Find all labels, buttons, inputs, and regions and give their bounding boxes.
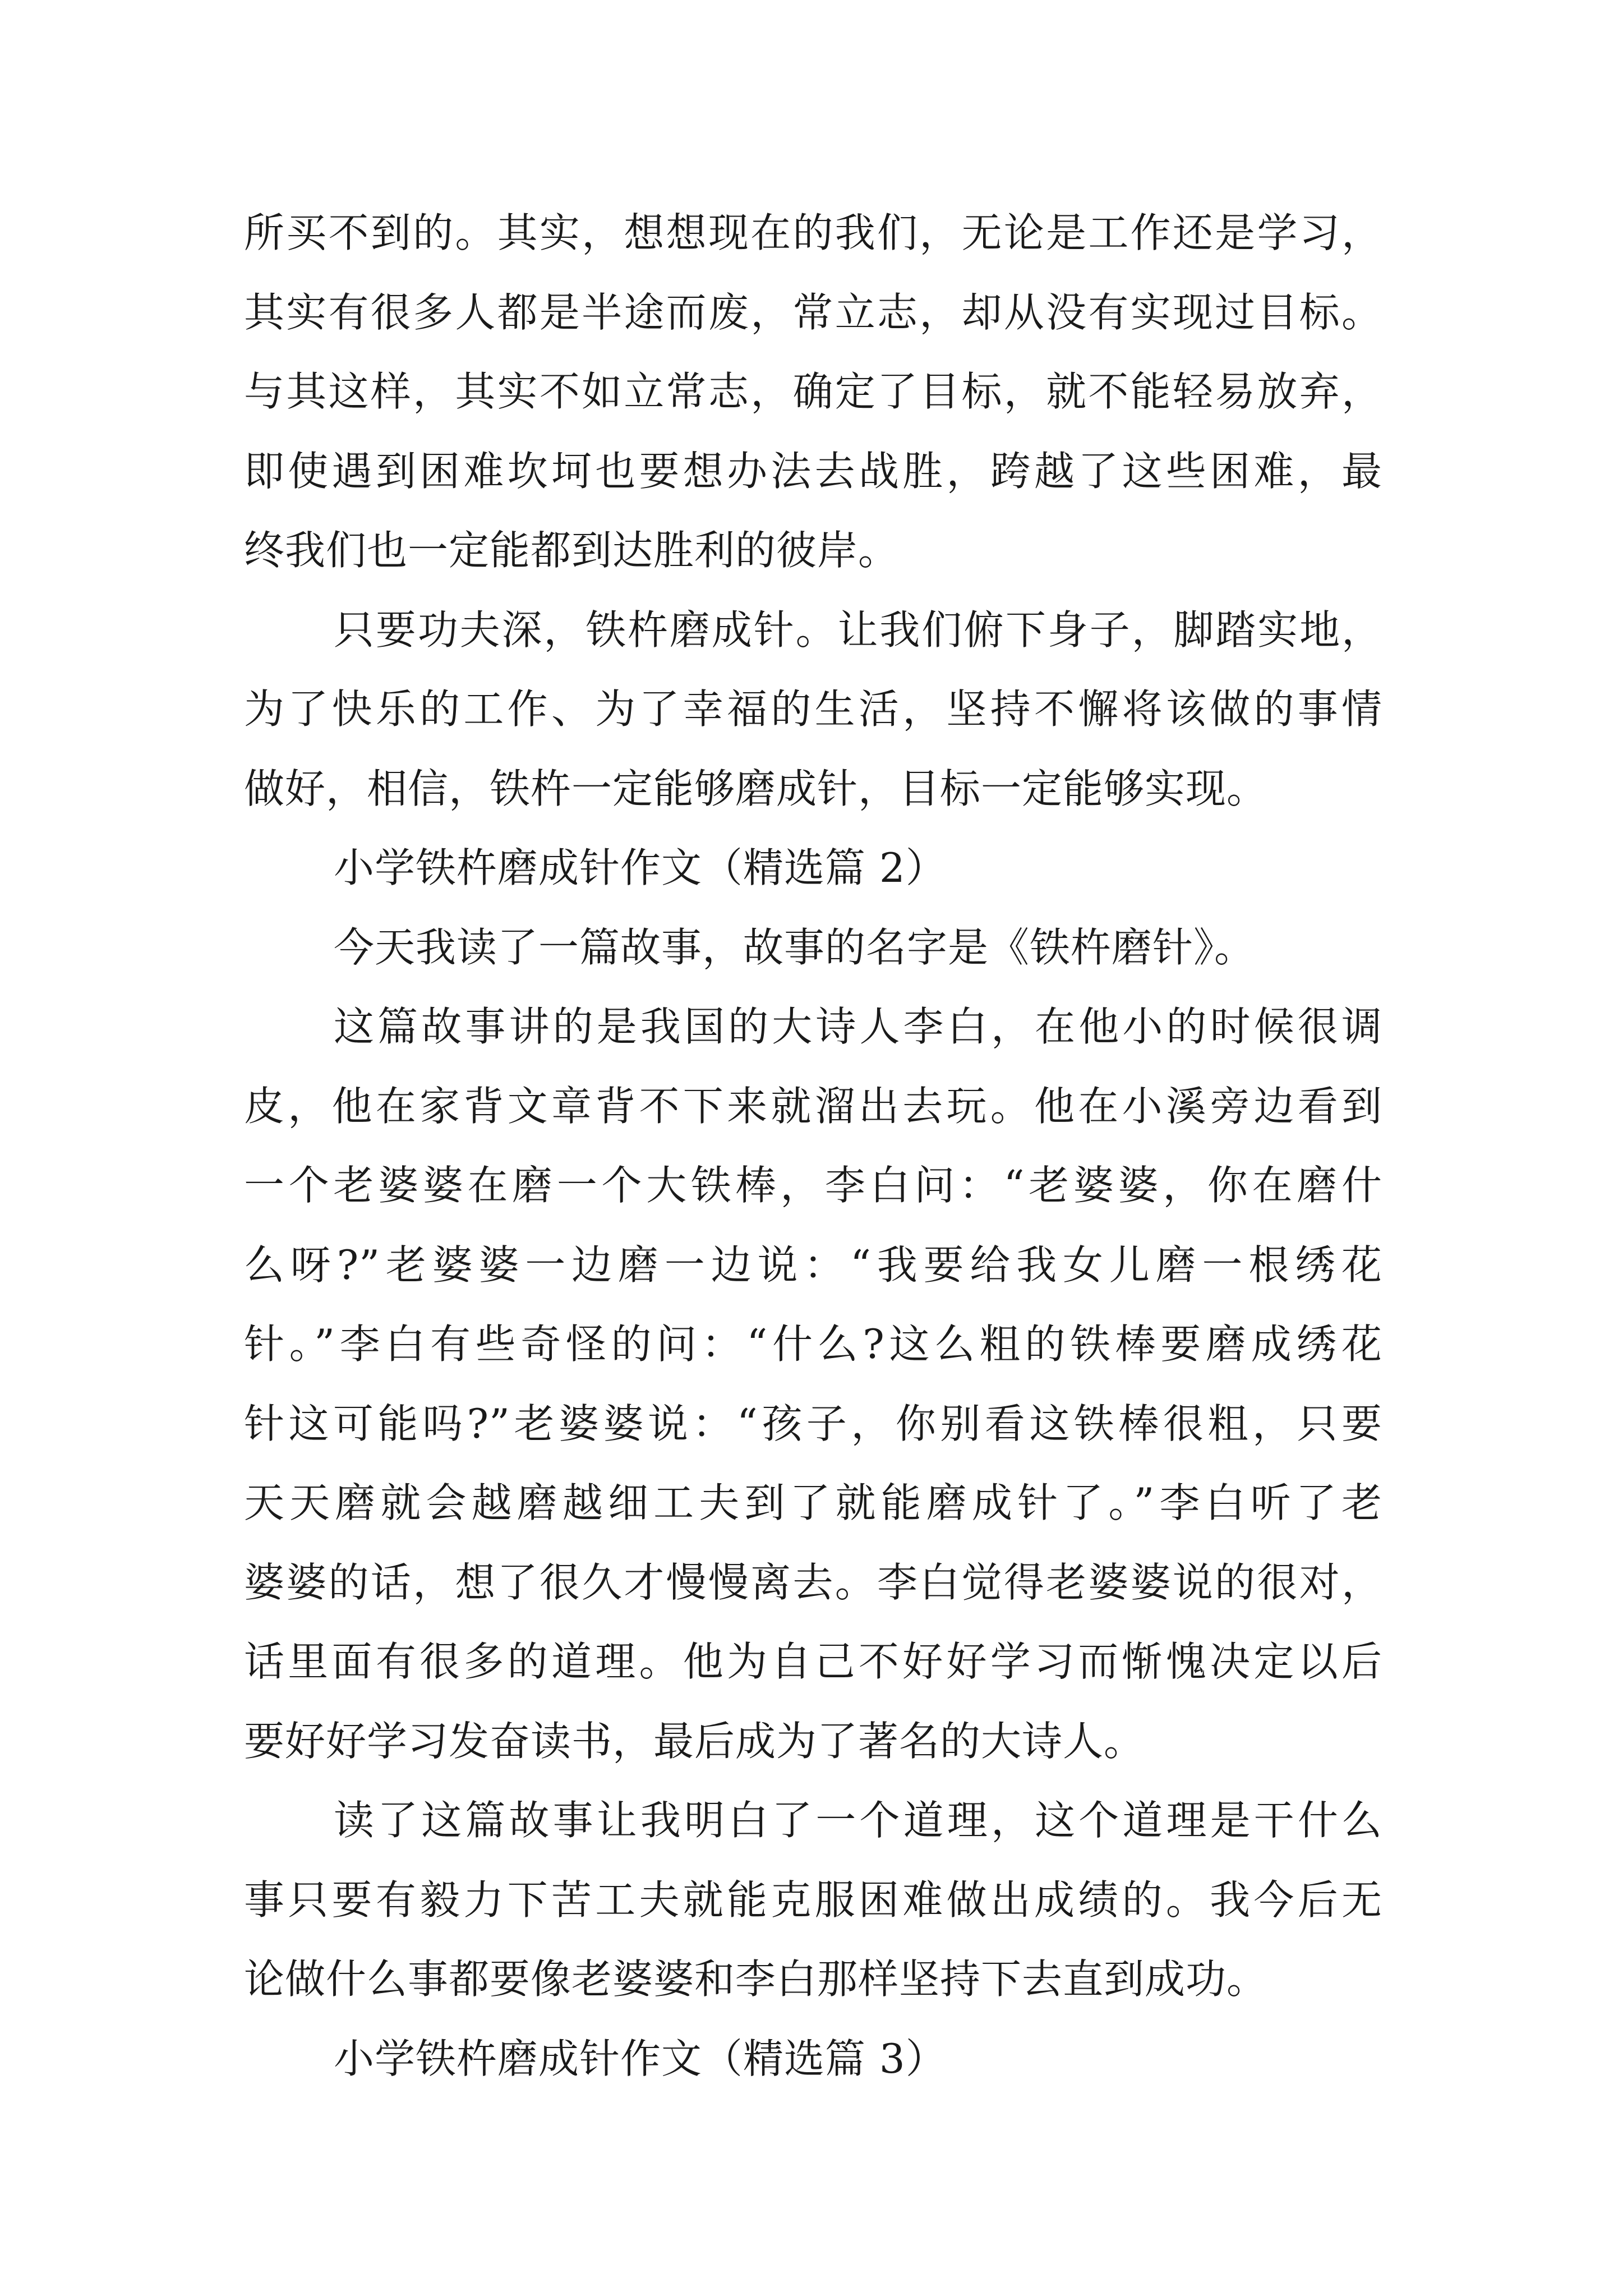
- body-text: [244, 194, 1382, 2099]
- text-line: 话里面有很多的道理。他为自己不好好学习而惭愧决定以后: [244, 1638, 1382, 1685]
- text-line: 一个老婆婆在磨一个大铁棒，李白问：“老婆婆，你在磨什: [244, 1162, 1382, 1209]
- text-line: 为了快乐的工作、为了幸福的生活，坚持不懈将该做的事情: [244, 685, 1382, 733]
- text-line: 读了这篇故事让我明白了一个道理，这个道理是干什么: [334, 1797, 1382, 1844]
- text-line: 这篇故事讲的是我国的大诗人李白，在他小的时候很调: [334, 1003, 1382, 1050]
- text-line: 与其这样，其实不如立常志，确定了目标，就不能轻易放弃，: [244, 368, 1382, 415]
- text-line: 只要功夫深，铁杵磨成针。让我们俯下身子，脚踏实地，: [334, 606, 1382, 654]
- text-line: 事只要有毅力下苦工夫就能克服困难做出成绩的。我今后无: [244, 1876, 1382, 1924]
- text-line: 做好，相信，铁杵一定能够磨成针，目标一定能够实现。: [244, 765, 1268, 812]
- text-line: 即使遇到困难坎坷也要想办法去战胜，跨越了这些困难，最: [244, 447, 1382, 495]
- text-line: 其实有很多人都是半途而废，常立志，却从没有实现过目标。: [244, 288, 1382, 336]
- section-heading: 小学铁杵磨成针作文（精选篇 2）: [334, 844, 947, 891]
- text-line: 婆婆的话，想了很久才慢慢离去。李白觉得老婆婆说的很对，: [244, 1558, 1382, 1606]
- text-line: 天天磨就会越磨越细工夫到了就能磨成针了。”李白听了老: [244, 1479, 1382, 1526]
- text-line: 针这可能吗?”老婆婆说：“孩子，你别看这铁棒很粗，只要: [244, 1400, 1382, 1447]
- text-line: 么呀?”老婆婆一边磨一边说：“我要给我女儿磨一根绣花: [244, 1241, 1382, 1289]
- text-line: 皮，他在家背文章背不下来就溜出去玩。他在小溪旁边看到: [244, 1082, 1382, 1130]
- text-line: 所买不到的。其实，想想现在的我们，无论是工作还是学习，: [244, 209, 1382, 256]
- text-line: 论做什么事都要像老婆婆和李白那样坚持下去直到成功。: [244, 1955, 1268, 2003]
- text-line: 终我们也一定能都到达胜利的彼岸。: [244, 527, 900, 574]
- section-heading: 小学铁杵磨成针作文（精选篇 3）: [334, 2035, 947, 2082]
- text-line: 针。”李白有些奇怪的问：“什么?这么粗的铁棒要磨成绣花: [244, 1320, 1382, 1368]
- text-line: 今天我读了一篇故事，故事的名字是《铁杵磨针》。: [334, 923, 1256, 971]
- text-line: 要好好学习发奋读书，最后成为了著名的大诗人。: [244, 1717, 1145, 1765]
